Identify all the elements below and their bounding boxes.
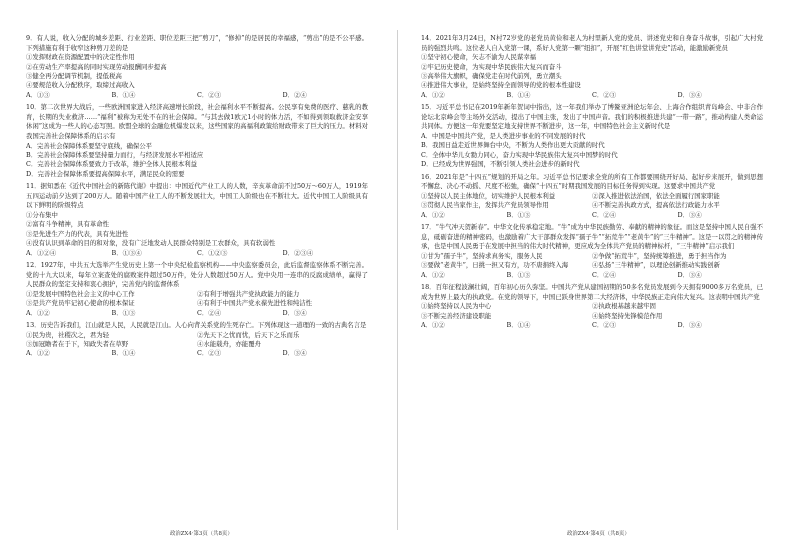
- option-text: ①坚守初心使命，矢志不渝为人民谋幸福: [421, 53, 537, 62]
- option-row: [421, 271, 763, 280]
- option-text: D．②④: [282, 90, 307, 99]
- option-text: ①分布集中: [26, 211, 58, 219]
- option-text: C．②③: [592, 321, 617, 330]
- option-text: A．①②: [421, 90, 445, 99]
- question-stem: 14．2021年3月24日，N村72岁党的老党员黄俭和老人为村里新人党的党员、讲述党史和自身奋斗故事，引起广大村党员的强烈共鸣。这位老人自入党第一课，系好人党第一颗“纽扣”，开展“红色讲堂讲党史”活动，能激励新党员: [421, 34, 763, 52]
- question-stem: 13．历史告诉我们，江山就是人民，人民就是江山。人心向背关系党的生死存亡。下列体现这一道理的一致的古典名言是: [26, 321, 367, 330]
- option-row: [421, 72, 763, 81]
- option-row: [26, 340, 368, 349]
- option-text: B．①④: [111, 349, 136, 358]
- option-text: C．②③: [197, 90, 222, 99]
- option-text: ④有利于中国共产党永葆先进性和纯洁性: [197, 299, 313, 308]
- option-row: [421, 211, 763, 220]
- question-block: [26, 34, 368, 100]
- option-text: C．②④: [197, 308, 222, 317]
- option-row: [26, 151, 368, 160]
- left-column: [26, 34, 368, 362]
- option-row: [421, 53, 763, 62]
- question-block: [26, 103, 368, 179]
- question-block: [26, 182, 368, 258]
- option-text: D．③④: [282, 308, 307, 317]
- option-text: ②深入推进依法治国，依法全面履行国家职能: [592, 191, 720, 200]
- option-text: ④没有认识到革命的目的和对象，没有广泛地发动人民群众特别是工农群众，具有软弱性: [26, 239, 276, 248]
- option-row: [26, 290, 368, 299]
- option-text: ③健全再分配调节机制，提低税高: [26, 72, 122, 80]
- question-block: [26, 321, 368, 359]
- option-text: B．①③④: [111, 248, 142, 257]
- question-stem: 10．第二次世界大战后，一些欧洲国家进入经济高速增长阶段，社会福利水平不断提高。公民享有免费的医疗、慈乳的教育，长期的失业救济……“福利”被称为无处不在的社会保障。“与其去做1欧元1小时的体力活，不如得到领取救济金安享休闲”这成为一些人的心态写照。欧盟全球的金融危机爆发以来，这些国家的高福利政策给财政带来了巨大的压力。材料对我国完善社会保障体系的启示有: [26, 103, 368, 140]
- option-text: ①是发展中国特色社会主义的中心工作: [26, 289, 135, 298]
- option-text: A．中国是中国共产党，是人类进步事业的不同发展的时代: [421, 132, 586, 140]
- option-text: B．完善社会保障体系要坚持量力而行，与经济发展水平相适应: [26, 151, 204, 159]
- option-text: A．①②④: [26, 248, 57, 257]
- option-row: [421, 160, 763, 169]
- option-text: ②牢记历史使命，为实现中华民族伟大复兴而奋斗: [421, 62, 562, 71]
- option-row: [421, 312, 763, 321]
- option-text: B．我国日益走近世界舞台中央，不断为人类作出更大贡献的时代: [421, 141, 605, 150]
- option-row: [26, 211, 368, 220]
- option-text: B．①④: [111, 90, 136, 99]
- question-stem: 11．据知悉在《近代中国社会的新陈代谢》中提出：中国近代产业工人的人数，辛亥革命前不过50万～60万人，1919年五四运动前夕达到了200万人。随着中国产业工人的不断发展壮大，中国工人阶级也在不断壮大。近代中国工人阶级具有以下鲜明的阶级特点: [26, 182, 368, 210]
- option-text: B．①④: [506, 90, 531, 99]
- option-row: [421, 141, 763, 150]
- option-text: ③要做“老黄牛”，日挑一担又有方，功不唐捐终入海: [421, 261, 569, 270]
- option-text: ③是先进生产力的代表，具有先进性: [26, 229, 129, 238]
- question-stem: 18．百年征程波澜壮阔，百年初心历久弥坚。中国共产党从建国初期的50多名党员发展到今天拥有9000多万名党员，已成为世界上最大的执政党。在党的领导下，中国已跃身世界第二大经济体，中华民族正走向伟大复兴。这表明中国共产党: [421, 283, 763, 301]
- option-text: D．③④: [282, 349, 307, 358]
- option-row: [26, 63, 368, 72]
- column-divider: [397, 30, 398, 530]
- option-text: ④始终坚持先锋模范作用: [592, 311, 663, 320]
- option-row: [26, 142, 368, 151]
- option-row: [26, 239, 368, 248]
- option-text: B．①④: [506, 321, 531, 330]
- question-block: [421, 103, 763, 169]
- option-text: ②富有斗争精神，具有革命性: [26, 220, 110, 229]
- option-row: [26, 349, 368, 358]
- option-row: [26, 249, 368, 258]
- option-row: [26, 170, 368, 179]
- option-text: A．①②: [421, 270, 445, 279]
- option-text: D．完善社会保障体系要提高保障水平，满足民众的需要: [26, 169, 185, 178]
- page-footer-right: 政治ZX4·第4页（共8页）: [567, 531, 630, 537]
- option-text: ①坚持以人民主体地位，切实维护人民根本利益: [421, 191, 556, 200]
- option-text: D．③④: [677, 270, 702, 279]
- option-row: [421, 321, 763, 330]
- question-block: [421, 223, 763, 280]
- option-text: A．完善社会保障体系要坚守底线，确保公平: [26, 141, 153, 150]
- option-text: C．②④: [592, 210, 617, 219]
- option-text: C．完善社会保障体系要致力于改革，维护全体人民根本利益: [26, 160, 198, 169]
- option-row: [421, 81, 763, 90]
- option-text: ③是共产党员牢记初心使命的根本保证: [26, 299, 135, 308]
- option-text: A．①③: [26, 90, 50, 99]
- option-text: ①始终坚持以人民为中心: [421, 302, 492, 311]
- option-text: C．①②③: [197, 248, 228, 257]
- option-text: C．全体中华儿女勠力同心，奋力实现中华民族伟大复兴中国梦的时代: [421, 150, 618, 159]
- question-block: [421, 34, 763, 100]
- option-row: [421, 151, 763, 160]
- option-text: ①甘为“孺子牛”，坚持求真务实，服务人民: [421, 251, 543, 260]
- option-text: ②先天下之忧而忧，后天下之乐而乐: [197, 330, 300, 339]
- option-text: B．①③: [506, 210, 531, 219]
- question-stem: 12．1927年，中共五大选举产生党历史上第一个中央纪检监察机构——中央监察委员会，此后监督监察体系不断完善。党的十九大以来，每年立案查处的腐败案件超过50万件，处分人数超过50万人。党中央用一连串的反腐成绩单，赢得了人民群众的坚定支持和衷心拥护，完善党内的监督体系: [26, 261, 368, 289]
- option-text: ③高举伟大旗帜，确保党走在时代前列，勇立潮头: [421, 72, 562, 80]
- option-text: ③不断完善经济建设职能: [421, 311, 492, 320]
- option-row: [26, 331, 368, 340]
- option-row: [421, 91, 763, 100]
- option-text: D．③④: [677, 321, 702, 330]
- option-text: ③贯彻人民当家作主，发挥共产党员领导作用: [421, 201, 549, 210]
- option-row: [26, 53, 368, 62]
- option-row: [421, 63, 763, 72]
- option-text: D．②③④: [282, 248, 314, 257]
- option-row: [26, 230, 368, 239]
- option-text: A．①②: [421, 210, 445, 219]
- option-row: [26, 91, 368, 100]
- option-row: [421, 201, 763, 210]
- option-text: ④不断完善执政方式，提高依法行政能力水平: [592, 201, 720, 210]
- option-row: [26, 299, 368, 308]
- question-block: [421, 283, 763, 330]
- option-row: [26, 309, 368, 318]
- option-text: A．①②: [421, 321, 445, 330]
- option-text: ②有利于增强共产党执政能力的能力: [197, 289, 300, 298]
- option-row: [421, 132, 763, 141]
- option-text: C．②③: [592, 90, 617, 99]
- page-footer-left: 政治ZX4·第3页（共8页）: [170, 531, 233, 537]
- right-column: [421, 34, 763, 333]
- option-text: B．①③: [506, 270, 531, 279]
- option-text: D．已经成为世界强国，不断引领人类社会进步的新时代: [421, 160, 580, 169]
- option-row: [421, 261, 763, 270]
- option-row: [421, 192, 763, 201]
- question-block: [26, 261, 368, 318]
- option-text: ④要规范收入分配秩序，取缔过高收入: [26, 81, 135, 90]
- option-text: ①发挥财政在资源配置中的决定性作用: [26, 53, 135, 62]
- option-text: ①民为贵，社稷次之，君为轻: [26, 330, 110, 339]
- option-text: C．②④: [592, 270, 617, 279]
- option-text: ②争做“拓荒牛”，坚持统筹推进，勇于担当作为: [592, 251, 727, 260]
- question-block: [421, 173, 763, 220]
- option-row: [26, 160, 368, 169]
- option-text: ④推进伟大事业，是始终坚持全面领导的党的根本性建设: [421, 81, 581, 90]
- option-text: B．①③: [111, 308, 136, 317]
- option-text: ③加冠瞻者在于下，知政失者在草野: [26, 340, 129, 349]
- option-text: D．③④: [677, 90, 702, 99]
- option-row: [26, 220, 368, 229]
- option-text: ②在劳动生产率提高的同时实现劳动报酬同步提高: [26, 62, 167, 71]
- option-row: [26, 72, 368, 81]
- question-stem: 17．“牛气冲天贺新春”。中华文化传承稳定地。“牛”成为中华民族勤劳、奉献的精神的象征。而这是坚持中国人民自强不息，砥砺奋进的精神密码，也激励着广大干部群众发挥“孺子牛”“拓荒牛”“老黄牛”的“三牛精神”。这是一以贯之的精神传承，也是中国人民勇于在发展中担当的伟大时代精神，更应成为全体共产党员的精神标杆，“三牛精神”启示我们: [421, 223, 763, 251]
- option-row: [421, 252, 763, 261]
- option-text: D．③④: [677, 210, 702, 219]
- question-stem: 15．习近平总书记在2019年新年贺词中指出，这一年我们举办了博鳌亚洲论坛年会、上海合作组织青岛峰会、中非合作论坛北京峰会等主场外交活动，提出了中国主张，发出了中国声音。我们的积极推进共建“一带一路”，推动构建人类命运共同体。方便这一年党要坚定地支持世界不断进步，这一年，中国特色社会主义新时代是: [421, 103, 763, 131]
- option-row: [421, 302, 763, 311]
- question-stem: 16．2021年是“十四五”规划的开局之年。习近平总书记要求全党的所有工作都要围绕开好局、起好步来展开，做到思想不懈怠、决心不动摇、尺度不松弛，确保“十四五”时期我国发展的目标任务得到实现。这要求中国共产党: [421, 172, 763, 191]
- option-row: [26, 81, 368, 90]
- option-text: A．①②: [26, 308, 50, 317]
- option-text: ④弘扬“三牛精神”，以理论创新推动实践创新: [592, 261, 720, 270]
- option-text: ④水能载舟，亦能覆舟: [197, 340, 261, 349]
- option-text: C．②③: [197, 349, 222, 358]
- question-stem: 9．有人说，收入分配的城乡差距、行业差距、职位差距三把“剪刀”，“修掉”的是居民的幸福感，“剪出”的是不公平感。下列措施有利于收窄这种剪刀差的是: [26, 34, 368, 52]
- option-text: ②执政根基越来越牢固: [592, 302, 656, 311]
- option-text: A．①②: [26, 349, 50, 358]
